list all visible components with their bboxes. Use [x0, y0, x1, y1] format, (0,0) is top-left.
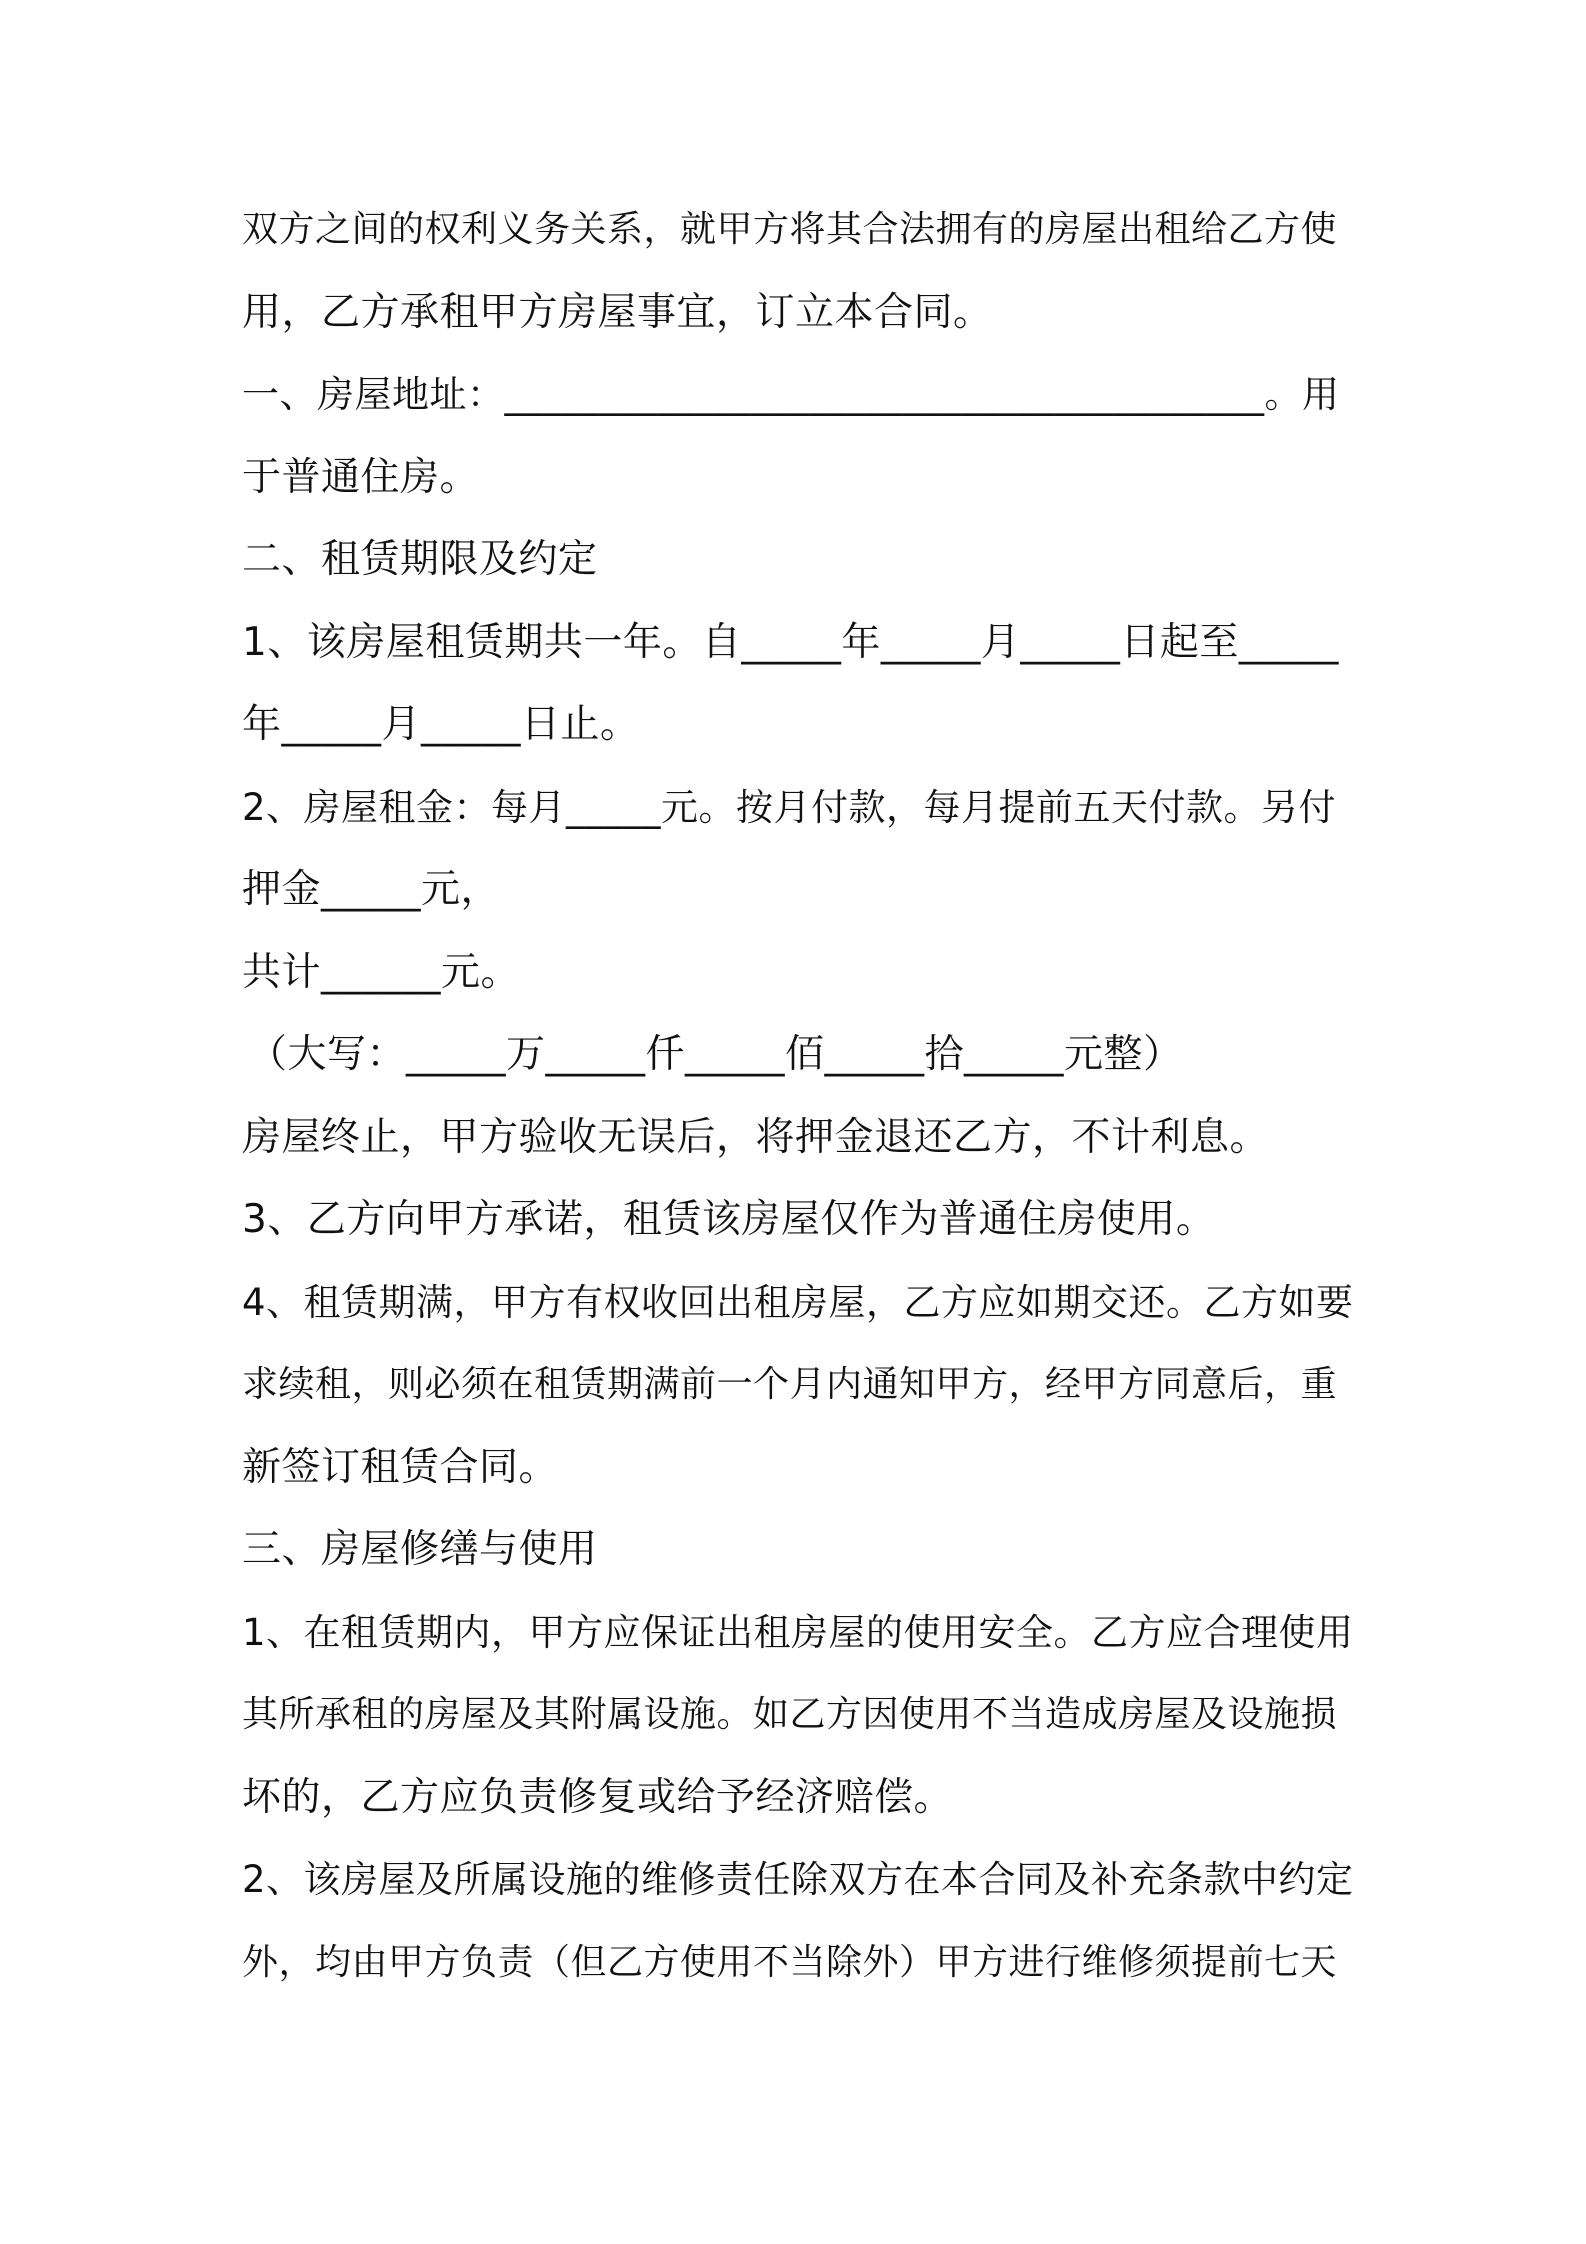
section-heading-address: 一、房屋地址：________________________________________。用 [242, 373, 1340, 416]
section-heading-repair: 三、房屋修缮与使用 [242, 1527, 598, 1572]
clause-lease-expiry-cont: 求续租，则必须在租赁期满前一个月内通知甲方，经甲方同意后，重 [242, 1364, 1338, 1405]
text-line-contract-purpose-cont: 用，乙方承租甲方房屋事宜，订立本合同。 [242, 290, 993, 335]
clause-lease-expiry-end: 新签订租赁合同。 [242, 1445, 559, 1490]
clause-rent: 2、房屋租金：每月_____元。按月付款，每月提前五天付款。另付 [242, 786, 1337, 829]
clause-safety-cont: 其所承租的房屋及其附属设施。如乙方因使用不当造成房屋及设施损 [242, 1694, 1338, 1735]
clause-total-in-words: （大写：_____万_____仟_____佰_____拾_____元整） [248, 1032, 1183, 1077]
clause-total: 共计______元。 [242, 950, 521, 995]
clause-usage-promise: 3、乙方向甲方承诺，租赁该房屋仅作为普通住房使用。 [242, 1197, 1216, 1242]
clause-maintenance: 2、该房屋及所属设施的维修责任除双方在本合同及补充条款中约定 [242, 1858, 1354, 1901]
section-heading-lease-term: 二、租赁期限及约定 [242, 537, 598, 582]
clause-deposit: 押金_____元， [242, 867, 501, 912]
clause-maintenance-cont: 外，均由甲方负责（但乙方使用不当除外）甲方进行维修须提前七天 [242, 1942, 1338, 1983]
clause-lease-expiry: 4、租赁期满，甲方有权收回出租房屋，乙方应如期交还。乙方如要 [242, 1281, 1354, 1324]
text-line-address-use: 于普通住房。 [242, 455, 480, 500]
clause-deposit-return: 房屋终止，甲方验收无误后，将押金退还乙方，不计利息。 [242, 1115, 1270, 1160]
clause-safety: 1、在租赁期内，甲方应保证出租房屋的使用安全。乙方应合理使用 [242, 1611, 1354, 1654]
clause-lease-period: 1、该房屋租赁期共一年。自_____年_____月_____日起至_____ [242, 620, 1339, 665]
clause-lease-period-cont: 年_____月_____日止。 [242, 702, 640, 747]
text-line-contract-purpose: 双方之间的权利义务关系，就甲方将其合法拥有的房屋出租给乙方使 [242, 209, 1338, 250]
clause-safety-end: 坏的，乙方应负责修复或给予经济赔偿。 [242, 1775, 954, 1820]
